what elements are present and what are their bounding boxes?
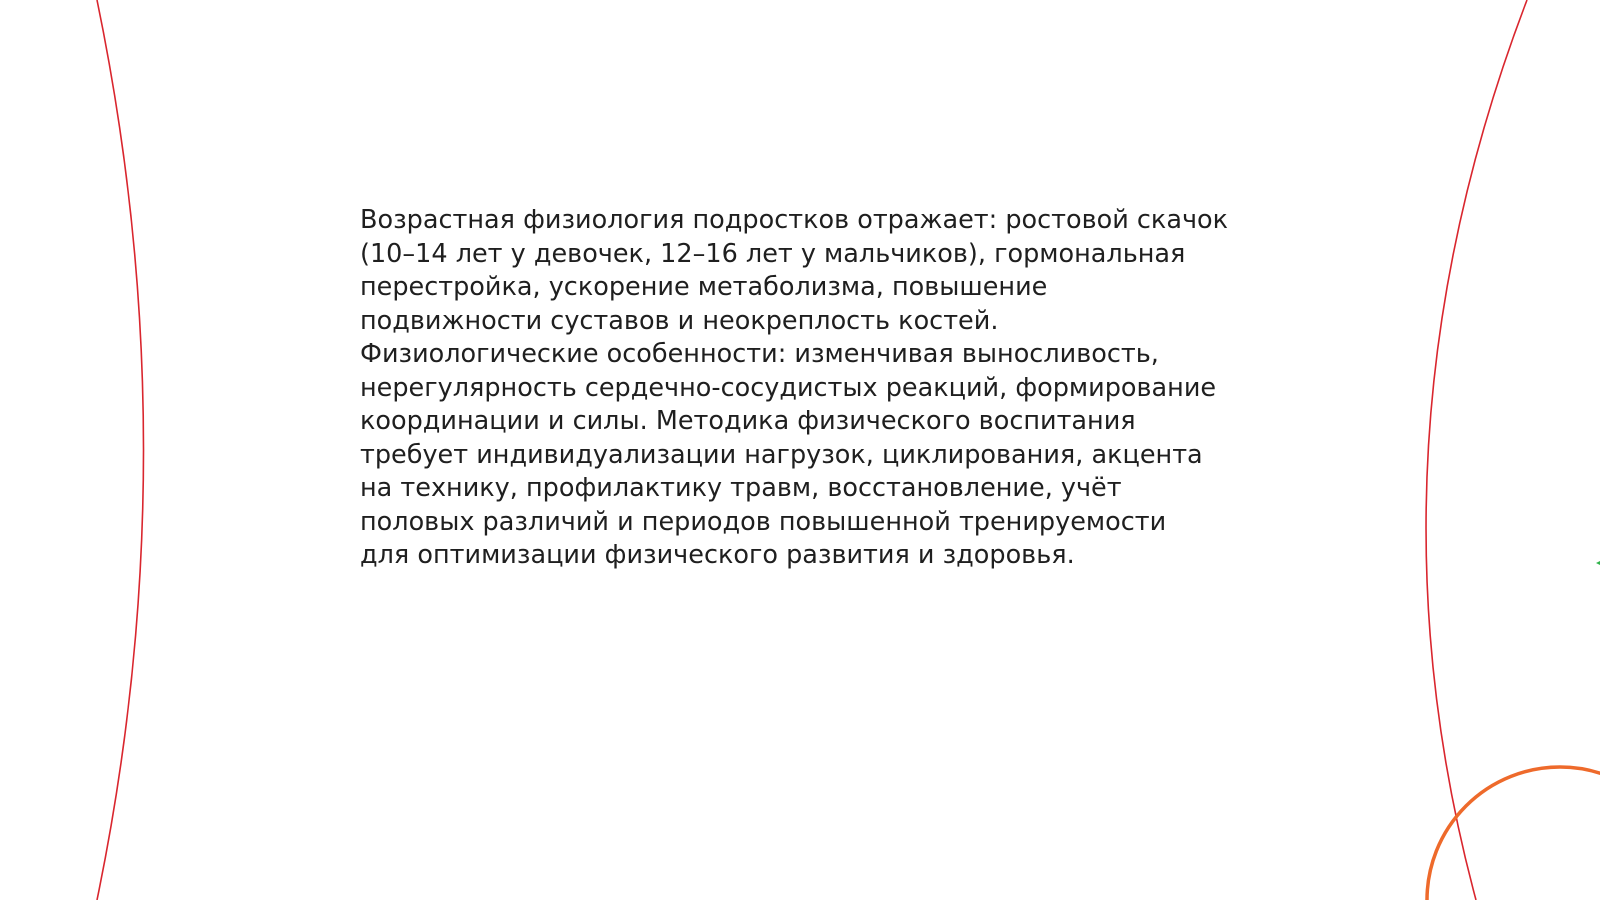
body-line: перестройка, ускорение метаболизма, повышение [360, 272, 1048, 302]
body-line: координации и силы. Методика физического воспитания [360, 406, 1136, 436]
body-line: на технику, профилактику травм, восстановление, учёт [360, 473, 1122, 503]
orange-ring-decoration [1427, 767, 1600, 900]
body-line: для оптимизации физического развития и здоровья. [360, 540, 1075, 570]
body-line: требует индивидуализации нагрузок, циклирования, акцента [360, 439, 1203, 470]
green-dot-decoration [1596, 561, 1600, 565]
slide-body-text [360, 204, 1260, 573]
body-line: (10–14 лет у девочек, 12–16 лет у мальчиков), гормональная [360, 238, 1186, 269]
body-line: Физиологические особенности: изменчивая выносливость, [360, 339, 1159, 369]
left-arc-decoration [97, 0, 144, 900]
body-line: половых различий и периодов повышенной тренируемости [360, 506, 1167, 537]
body-line: подвижности суставов и неокреплость костей. [360, 305, 999, 336]
body-line: Возрастная физиология подростков отражает: ростовой скачок [360, 205, 1229, 235]
right-arc-decoration [1426, 0, 1527, 900]
body-line: нерегулярность сердечно-сосудистых реакций, формирование [360, 372, 1217, 403]
